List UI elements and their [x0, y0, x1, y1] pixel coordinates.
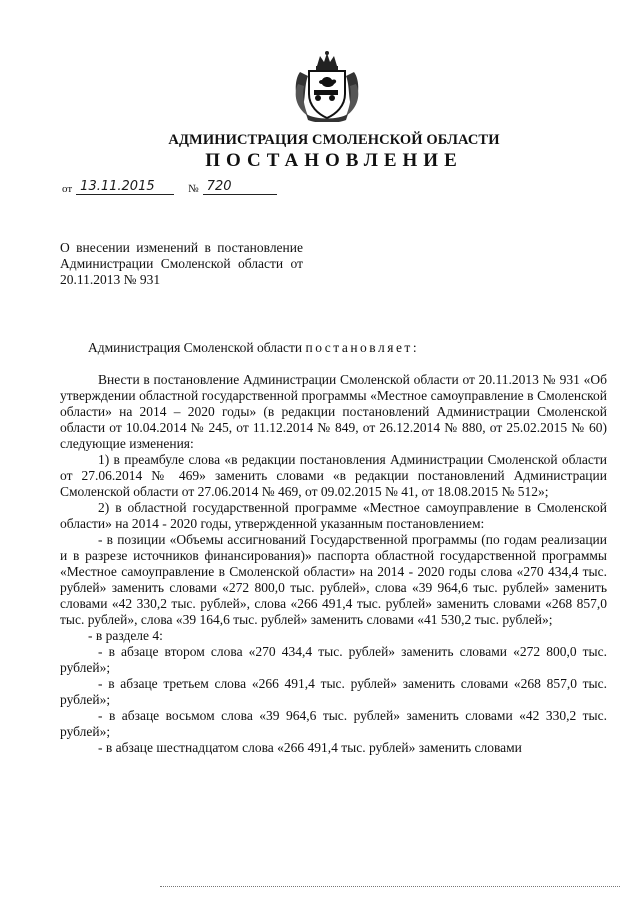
body-paragraph: 2) в областной государственной программе «Местное самоуправление в Смоленской области» на 2014 - 2020 годы, утвержденной указанным постановлением:: [60, 500, 607, 531]
body-paragraph: - в позиции «Объемы ассигнований Государственной программы (по годам реализации и в разрезе источников финансирования)» паспорта областной государственной программы «Местное самоуправление в Смоленской области» на 2014 - 2020 годы слова «270 434,4 тыс. рублей» заменить словами «272 800,0 тыс. рублей», слова «39 964,6 тыс. рублей» заменить словами «42 330,2 тыс. рублей», слова «266 491,4 тыс. рублей» заменить словами «268 857,0 тыс. рублей», слова «39 164,6 тыс. рублей» заменить словами «41 530,2 тыс. рублей»;: [60, 532, 607, 627]
body-paragraph: - в абзаце восьмом слова «39 964,6 тыс. рублей» заменить словами «42 330,2 тыс. рублей»;: [60, 708, 607, 739]
preamble: [60, 340, 607, 356]
body-paragraph: - в разделе 4:: [88, 628, 163, 643]
coat-of-arms-icon: [292, 50, 362, 122]
document-subject: [60, 240, 303, 288]
preamble-text: Администрация Смоленской области: [88, 340, 303, 355]
document-date: 13.11.2015: [76, 180, 174, 195]
registration-line: [62, 180, 277, 195]
page-bottom-rule: [160, 886, 620, 887]
subject-line-2: 20.11.2013 № 931: [60, 272, 161, 287]
number-prefix: №: [188, 183, 199, 195]
body-paragraph: - в абзаце третьем слова «266 491,4 тыс. рублей» заменить словами «268 857,0 тыс. рублей»;: [60, 676, 607, 707]
body-paragraph: 1) в преамбуле слова «в редакции постановления Администрации Смоленской области от 27.06.2014 № 469» заменить словами «в редакции постановлений Администрации Смоленской области от 27.06.2014 № 469, от 09.02.2015 № 41, от 18.08.2015 № 512»;: [60, 452, 607, 499]
document-number: 720: [203, 180, 277, 195]
body-paragraph: - в абзаце втором слова «270 434,4 тыс. рублей» заменить словами «272 800,0 тыс. рублей»;: [60, 644, 607, 675]
document-body: [60, 340, 607, 756]
subject-line-1: О внесении изменений в постановление Администрации Смоленской области от: [60, 240, 303, 271]
date-prefix: от: [62, 183, 73, 195]
document-type-title: ПОСТАНОВЛЕНИЕ: [205, 150, 463, 171]
preamble-verb: постановляет:: [305, 340, 420, 355]
body-paragraph: - в абзаце шестнадцатом слова «266 491,4 тыс. рублей» заменить словами: [98, 740, 522, 755]
body-paragraph: Внести в постановление Администрации Смоленской области от 20.11.2013 № 931 «Об утверждении областной государственной программы «Местное самоуправление в Смоленской области» на 2014 – 2020 годы» (в редакции постановлений Администрации Смоленской области от 10.04.2014 № 245, от 11.12.2014 № 849, от 26.12.2014 № 880, от 25.02.2015 № 60) следующие изменения:: [60, 372, 607, 451]
organization-name: АДМИНИСТРАЦИЯ СМОЛЕНСКОЙ ОБЛАСТИ: [168, 132, 500, 148]
